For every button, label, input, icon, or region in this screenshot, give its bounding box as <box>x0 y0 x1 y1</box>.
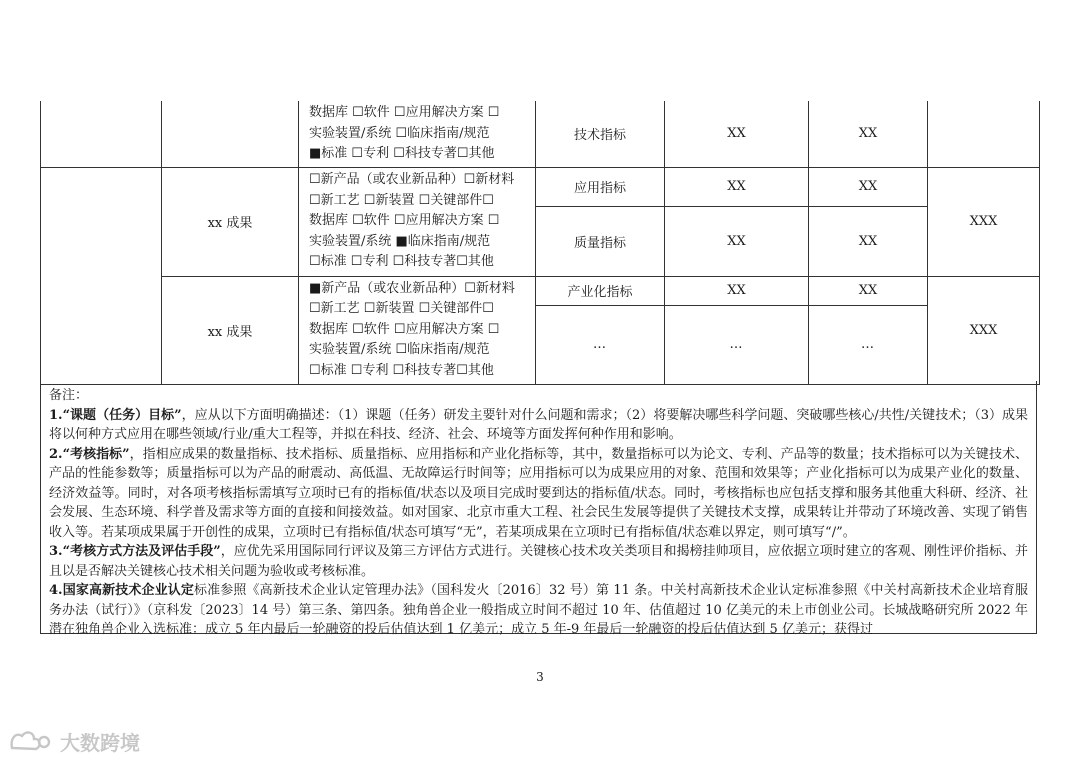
outcome-label: xx 成果 <box>162 276 299 384</box>
blank-cell <box>41 167 162 384</box>
indicator-value: XX <box>665 167 809 206</box>
indicator-value: XX <box>665 206 809 276</box>
indicator-name: 技术指标 <box>536 101 665 167</box>
outcome-label: xx 成果 <box>162 167 299 276</box>
notes-heading: 备注： <box>49 388 89 403</box>
indicator-table <box>40 101 1040 385</box>
blank-cell <box>41 101 162 167</box>
score-cell: XXX <box>928 276 1040 384</box>
note-3: 3.“考核方式方法及评估手段”，应优先采用国际同行评议及第三方评估方式进行。关键核心技术攻关类项目和揭榜挂帅项目，应依据立项时建立的客观、刚性评价指标、并且以是否解决关键核心技术相关问题为验收或考核标准。 <box>49 544 1028 579</box>
score-cell <box>928 101 1040 167</box>
outcome-type-options: ☐新产品（或农业新品种）☐新材料 ☐新工艺 ☐新装置 ☐关键部件☐ 数据库 ☐软件 ☐应用解决方案 ☐ 实验装置/系统 ■临床指南/规范 ☐标准 ☐专利 ☐科技专著☐其他 <box>299 167 536 276</box>
indicator-value: XX <box>809 276 928 305</box>
indicator-value: XX <box>809 167 928 206</box>
blank-cell <box>162 101 299 167</box>
notes-section <box>40 381 1037 637</box>
note-1: 1.“课题（任务）目标”，应从以下方面明确描述：（1）课题（任务）研发主要针对什么问题和需求；（2）将要解决哪些科学问题、突破哪些核心/共性/关键技术；（3）成果将以何种方式应用在哪些领域/行业/重大工程等，并拟在科技、经济、社会、环境等方面发挥何种作用和影响。 <box>49 407 1028 442</box>
indicator-value: XX <box>809 101 928 167</box>
note-4: 4.国家高新技术企业认定标准参照《高新技术企业认定管理办法》（国科发火〔2016〕32 号）第 11 条。中关村高新技术企业认定标准参照《中关村高新技术企业培育服务办法（试行）》（京科发〔2023〕14 号）第三条、第四条。独角兽企业一般指成立时间不超过 10 年、估值超过 10 亿美元的未上市创业公司。长城战略研究所 2022 年潜在独角兽企业入选标准：成立 5 年内最后一轮融资的投后估值达到 1 亿美元；成立 5 年-9 年最后一轮融资的投后估值达到 5 亿美元；获得过 <box>49 583 1028 637</box>
indicator-name: 应用指标 <box>536 167 665 206</box>
outcome-type-options: 数据库 ☐软件 ☐应用解决方案 ☐ 实验装置/系统 ☐临床指南/规范 ■标准 ☐专利 ☐科技专著☐其他 <box>299 101 536 167</box>
indicator-value: XX <box>809 206 928 276</box>
watermark-logo-icon <box>8 728 54 754</box>
indicator-value: XX <box>665 101 809 167</box>
indicator-name: 产业化指标 <box>536 276 665 305</box>
watermark-text: 大数跨境 <box>60 730 140 755</box>
page-number: 3 <box>536 670 544 684</box>
note-2: 2.“考核指标”，指相应成果的数量指标、技术指标、质量指标、应用指标和产业化指标等，其中，数量指标可以为论文、专利、产品等的数量；技术指标可以为关键技术、产品的性能参数等；质量指标可以为产品的耐震动、高低温、无故障运行时间等；应用指标可以为成果应用的对象、范围和效果等；产业化指标可以为成果产业化的数量、经济效益等。同时，对各项考核指标需填写立项时已有的指标值/状态以及项目完成时要到达的指标值/状态。同时，考核指标也应包括支撑和服务其他重大科研、经济、社会发展、生态环境、科学普及需求等方面的直接和间接效益。如对国家、北京市重大工程、社会民生发展等提供了关键技术支撑，成果转让并带动了环境改善、实现了销售收入等。若某项成果属于开创性的成果，立项时已有指标值/状态可填写“无”，若某项成果在立项时已有指标值/状态难以界定，则可填写“/”。 <box>49 446 1028 540</box>
score-cell: XXX <box>928 167 1040 276</box>
indicator-value: XX <box>665 276 809 305</box>
ellipsis-cell: … <box>809 305 928 384</box>
watermark <box>8 726 140 756</box>
outcome-type-options: ■新产品（或农业新品种）☐新材料 ☐新工艺 ☐新装置 ☐关键部件☐ 数据库 ☐软件 ☐应用解决方案 ☐ 实验装置/系统 ☐临床指南/规范 ☐标准 ☐专利 ☐科技专著☐其他 <box>299 276 536 384</box>
indicator-name: 质量指标 <box>536 206 665 276</box>
ellipsis-cell: … <box>536 305 665 384</box>
ellipsis-cell: … <box>665 305 809 384</box>
